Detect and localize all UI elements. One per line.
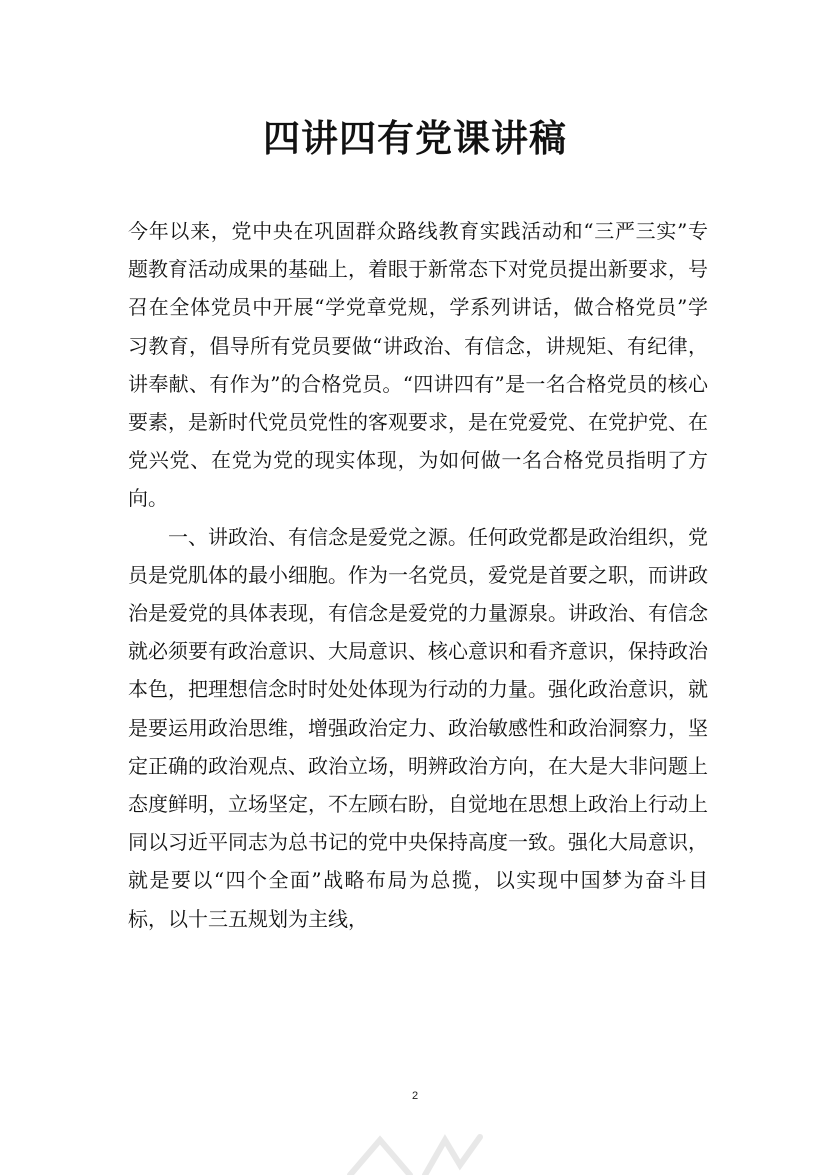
page-title: 四讲四有党课讲稿 xyxy=(263,116,567,160)
watermark-logo-icon xyxy=(330,1125,510,1175)
body-text xyxy=(128,212,708,938)
page-number: 2 xyxy=(411,1090,419,1102)
paragraph-section-one: 一、讲政治、有信念是爱党之源。任何政党都是政治组织，党员是党肌体的最小细胞。作为一名党员，爱党是首要之职，而讲政治是爱党的具体表现，有信念是爱党的力量源泉。讲政治、有信念就必须要有政治意识、大局意识、核心意识和看齐意识，保持政治本色，把理想信念时时处处体现为行动的力量。强化政治意识，就是要运用政治思维，增强政治定力、政治敏感性和政治洞察力，坚定正确的政治观点、政治立场，明辨政治方向，在大是大非问题上态度鲜明，立场坚定，不左顾右盼，自觉地在思想上政治上行动上同以习近平同志为总书记的党中央保持高度一致。强化大局意识，就是要以“四个全面”战略布局为总揽，以实现中国梦为奋斗目标，以十三五规划为主线， xyxy=(128,524,708,931)
paragraph-intro: 今年以来，党中央在巩固群众路线教育实践活动和“三严三实”专题教育活动成果的基础上，着眼于新常态下对党员提出新要求，号召在全体党员中开展“学党章党规，学系列讲话，做合格党员”学习教育，倡导所有党员要做“讲政治、有信念，讲规矩、有纪律，讲奉献、有作为”的合格党员。“四讲四有”是一名合格党员的核心要素，是新时代党员党性的客观要求，是在党爱党、在党护党、在党兴党、在党为党的现实体现，为如何做一名合格党员指明了方向。 xyxy=(128,219,708,511)
